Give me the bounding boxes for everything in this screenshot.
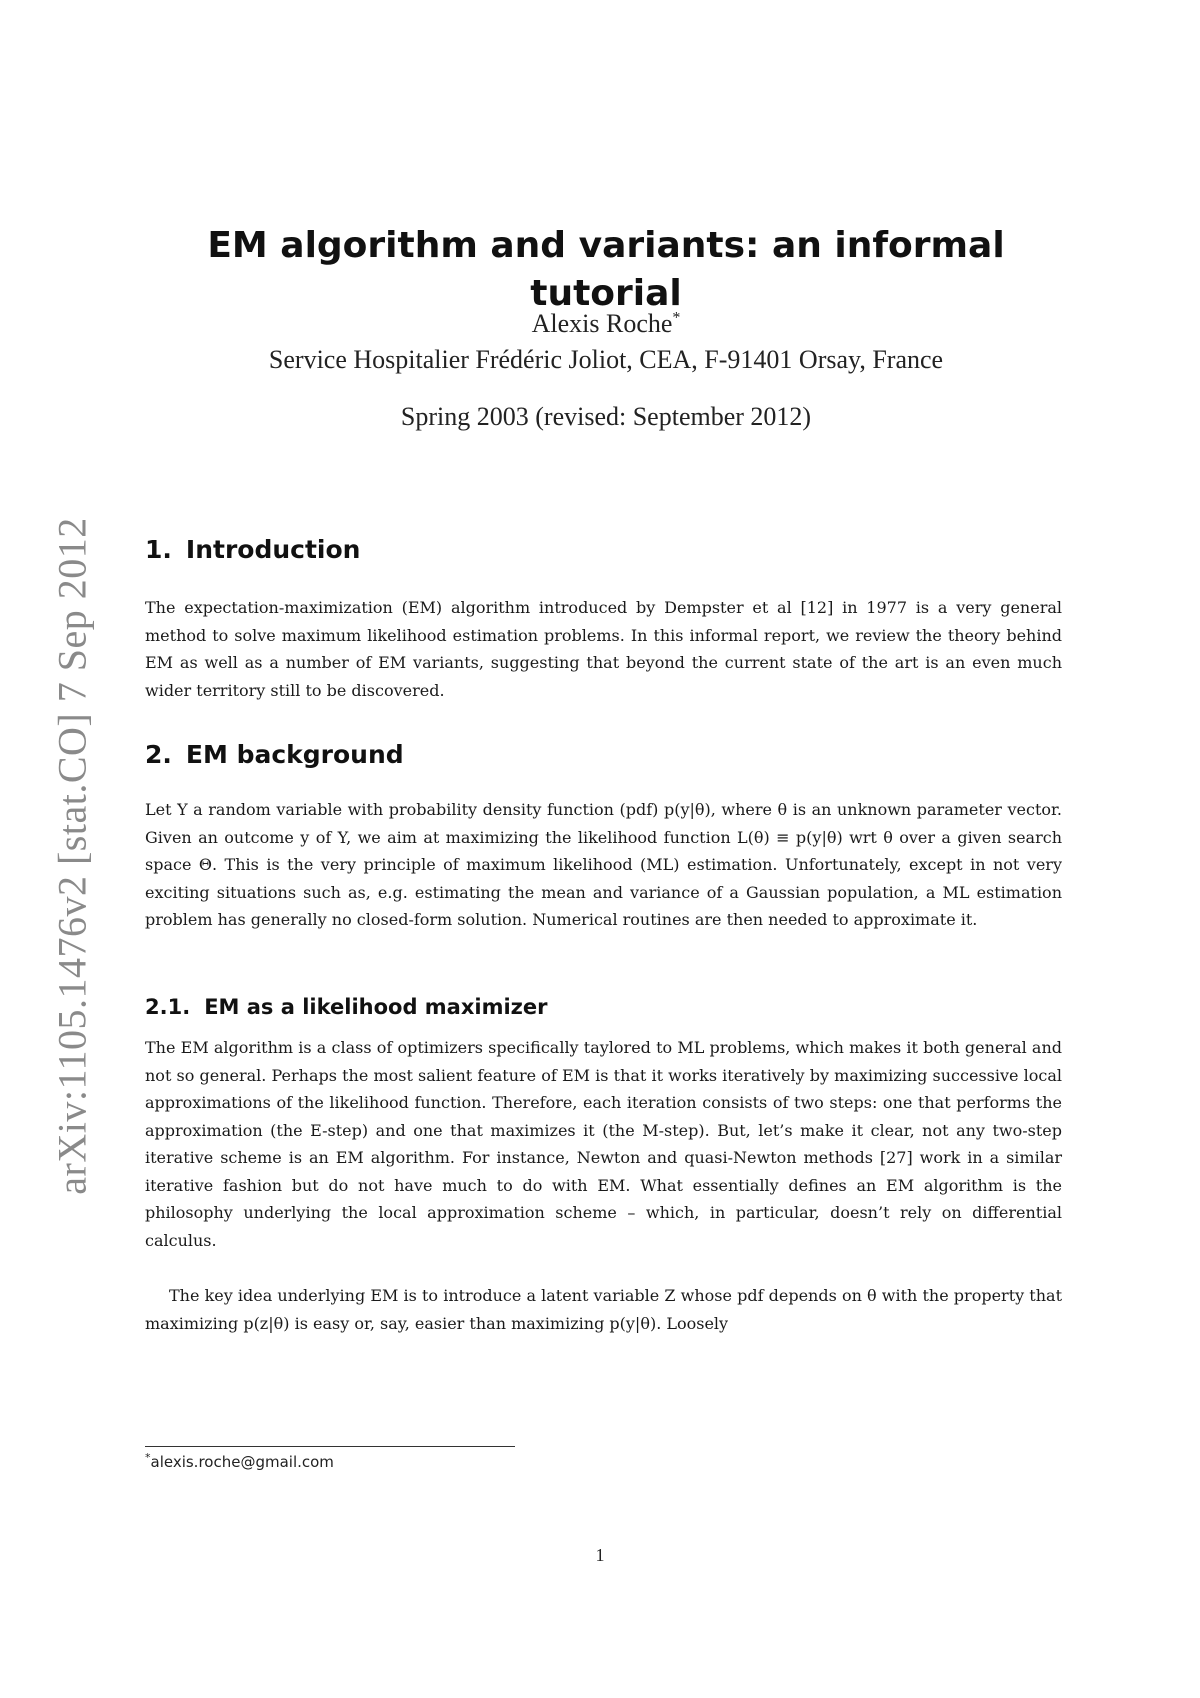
page-number: 1	[595, 1545, 605, 1565]
em-maximizer-paragraph-1: The EM algorithm is a class of optimizers specifically taylored to ML problems, which makes it both general and not so general. Perhaps the most salient feature of EM is that it works iteratively by maximizing successive local approximations of the likelihood function. Therefore, each iteration consists of two steps: one that performs the approximation (the E-step) and one that maximizes it (the M-step). But, let’s make it clear, not any two-step iterative scheme is an EM algorithm. For instance, Newton and quasi-Newton methods [27] work in a similar iterative fashion but do not have much to do with EM. What essentially defines an EM algorithm is the philosophy underlying the local approximation scheme – which, in particular, doesn’t rely on differential calculus.	[145, 1038, 1062, 1250]
subsection-heading-em-likelihood-maximizer	[145, 994, 548, 1020]
introduction-paragraph: The expectation-maximization (EM) algorithm introduced by Dempster et al [12] in 1977 is a very general method to solve maximum likelihood estimation problems. In this informal report, we review the theory behind EM as well as a number of EM variants, suggesting that beyond the current state of the art is an even much wider territory still to be discovered.	[145, 598, 1062, 700]
footnote-divider	[145, 1446, 515, 1447]
author-line	[145, 308, 1067, 340]
author-footnote-marker: *	[672, 309, 681, 327]
section-number: 2.	[145, 740, 172, 769]
subsection-title: EM as a likelihood maximizer	[204, 995, 548, 1019]
em-background-paragraph: Let Y a random variable with probability density function (pdf) p(y|θ), where θ is an unknown parameter vector. Given an outcome y of Y, we aim at maximizing the likelihood function L(θ) ≡ p(y|θ) wrt θ over a given search space Θ. This is the very principle of maximum likelihood (ML) estimation. Unfortunately, except in not very exciting situations such as, e.g. estimating the mean and variance of a Gaussian population, a ML estimation problem has generally no closed-form solution. Numerical routines are then needed to approximate it.	[145, 800, 1062, 929]
paper-title: EM algorithm and variants: an informal tutorial	[207, 225, 1005, 314]
footnote	[145, 1451, 334, 1473]
em-maximizer-paragraph-2: The key idea underlying EM is to introduce a latent variable Z whose pdf depends on θ with the property that maximizing p(z|θ) is easy or, say, easier than maximizing p(y|θ). Loosely	[145, 1286, 1062, 1333]
footnote-marker: *	[145, 1451, 151, 1464]
section-title: Introduction	[185, 535, 361, 564]
footnote-email: alexis.roche@gmail.com	[150, 1453, 334, 1471]
author-name: Alexis Roche	[531, 309, 673, 338]
section-heading-em-background	[145, 740, 404, 770]
publication-date: Spring 2003 (revised: September 2012)	[400, 402, 812, 431]
author-affiliation: Service Hospitalier Frédéric Joliot, CEA, F-91401 Orsay, France	[268, 345, 944, 374]
arxiv-identifier-stamp: arXiv:1105.1476v2 [stat.CO] 7 Sep 2012	[49, 517, 95, 1195]
section-title: EM background	[185, 740, 404, 769]
subsection-number: 2.1.	[145, 995, 191, 1019]
section-number: 1.	[145, 535, 172, 564]
section-heading-introduction	[145, 535, 360, 565]
